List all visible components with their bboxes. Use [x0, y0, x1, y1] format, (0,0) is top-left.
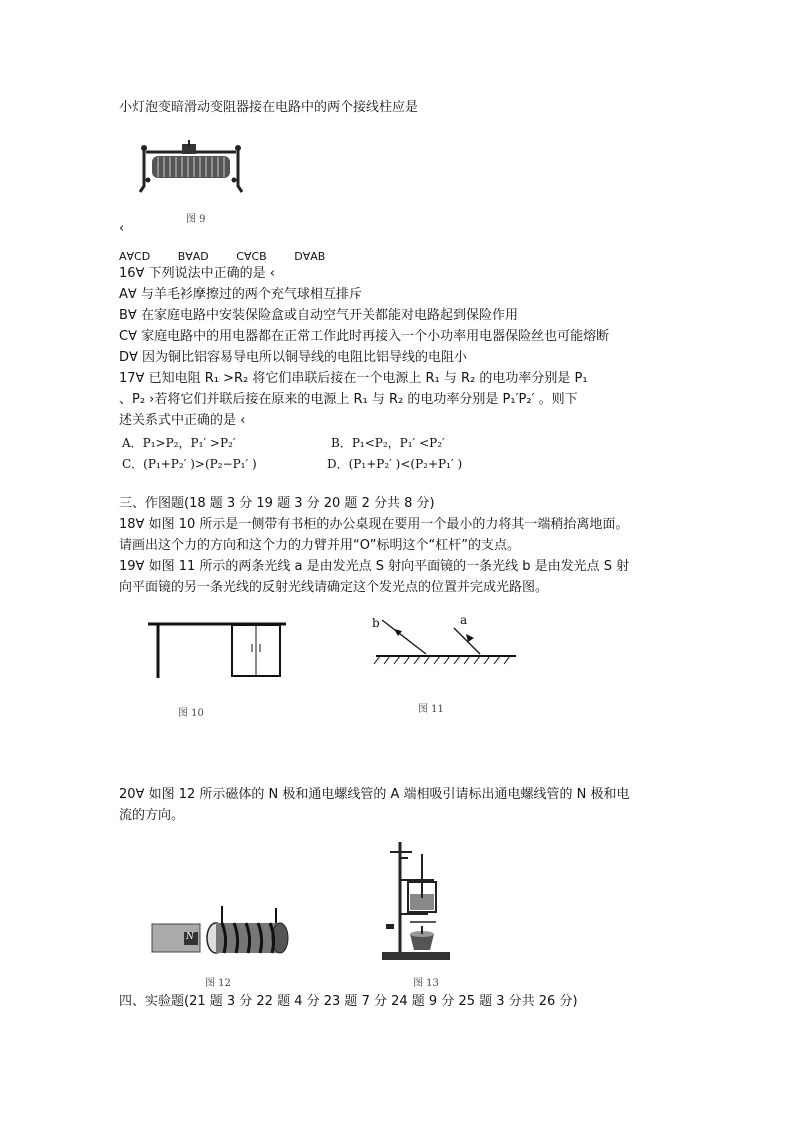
q15-mark: ‹ [119, 221, 125, 236]
section-4-heading: 四、实验题(21 题 3 分 22 题 4 分 23 题 7 分 24 题 9 分 25 题 3 分共 26 分) [119, 994, 578, 1009]
q16-option-b: B∀ 在家庭电路中安装保险盒或自动空气开关都能对电路起到保险作用 [119, 308, 518, 323]
q20-line-1: 20∀ 如图 12 所示磁体的 N 极和通电螺线管的 A 端相吸引请标出通电螺线管的 N 极和电 [119, 787, 630, 802]
fig13-caption: 图 13 [413, 978, 439, 989]
fig13-apparatus [378, 838, 454, 964]
q15-options [119, 248, 349, 266]
q15-option-d: D∀AB [294, 250, 326, 263]
q16-option-c: C∀ 家庭电路中的用电器都在正常工作此时再接入一个小功率用电器保险丝也可能熔断 [119, 329, 610, 344]
q15-intro: 小灯泡变暗滑动变阻器接在电路中的两个接线柱应是 [119, 100, 419, 115]
q15-option-a: A∀CD [119, 250, 151, 263]
fig11-mirror [368, 614, 520, 668]
q15-option-b: B∀AD [177, 250, 209, 263]
fig11-label-b: b [372, 616, 380, 630]
q19-line-2: 向平面镜的另一条光线的反射光线请确定这个发光点的位置并完成光路图。 [119, 580, 549, 595]
fig12-magnet-solenoid [150, 904, 290, 958]
q16-option-d: D∀ 因为铜比铝容易导电所以铜导线的电阻比铝导线的电阻小 [119, 350, 468, 365]
q15-option-c: C∀CB [236, 250, 267, 263]
q18-line-2: 请画出这个力的方向和这个力的力臂并用“O”标明这个“杠杆”的支点。 [119, 538, 520, 553]
fig10-desk [144, 618, 290, 682]
q17-option-d: D．(P₁+P₂′ )<(P₂+P₁′ ) [327, 457, 463, 471]
q17-line-3: 述关系式中正确的是 ‹ [119, 413, 246, 428]
q16-option-a: A∀ 与羊毛衫摩擦过的两个充气球相互排斥 [119, 287, 362, 302]
fig9-rheostat [138, 138, 244, 196]
q17-option-c: C．(P₁+P₂′ )>(P₂−P₁′ ) [122, 457, 257, 471]
fig11-label-a: a [460, 613, 468, 627]
section-3-heading: 三、作图题(18 题 3 分 19 题 3 分 20 题 2 分共 8 分) [119, 496, 435, 511]
fig11-caption: 图 11 [418, 704, 444, 715]
q17-option-b: B．P₁<P₂，P₁′ <P₂′ [331, 436, 445, 450]
fig10-caption: 图 10 [178, 708, 204, 719]
q20-line-2: 流的方向。 [119, 808, 185, 823]
q18-line-1: 18∀ 如图 10 所示是一侧带有书柜的办公桌现在要用一个最小的力将其一端稍抬离地面。 [119, 517, 629, 532]
fig12-magnet-label: N [186, 932, 194, 942]
q16-stem: 16∀ 下列说法中正确的是 ‹ [119, 266, 275, 281]
fig12-caption: 图 12 [205, 978, 231, 989]
fig9-caption: 图 9 [186, 214, 206, 225]
q17-option-a: A．P₁>P₂，P₁′ >P₂′ [122, 436, 236, 450]
q19-line-1: 19∀ 如图 11 所示的两条光线 a 是由发光点 S 射向平面镜的一条光线 b 是由发光点 S 射 [119, 559, 630, 574]
q17-line-2: 、P₂ ›若将它们并联后接在原来的电源上 R₁ 与 R₂ 的电功率分别是 P₁′P₂′ 。则下 [119, 392, 578, 407]
q17-line-1: 17∀ 已知电阻 R₁ >R₂ 将它们串联后接在一个电源上 R₁ 与 R₂ 的电功率分别是 P₁ [119, 371, 588, 386]
